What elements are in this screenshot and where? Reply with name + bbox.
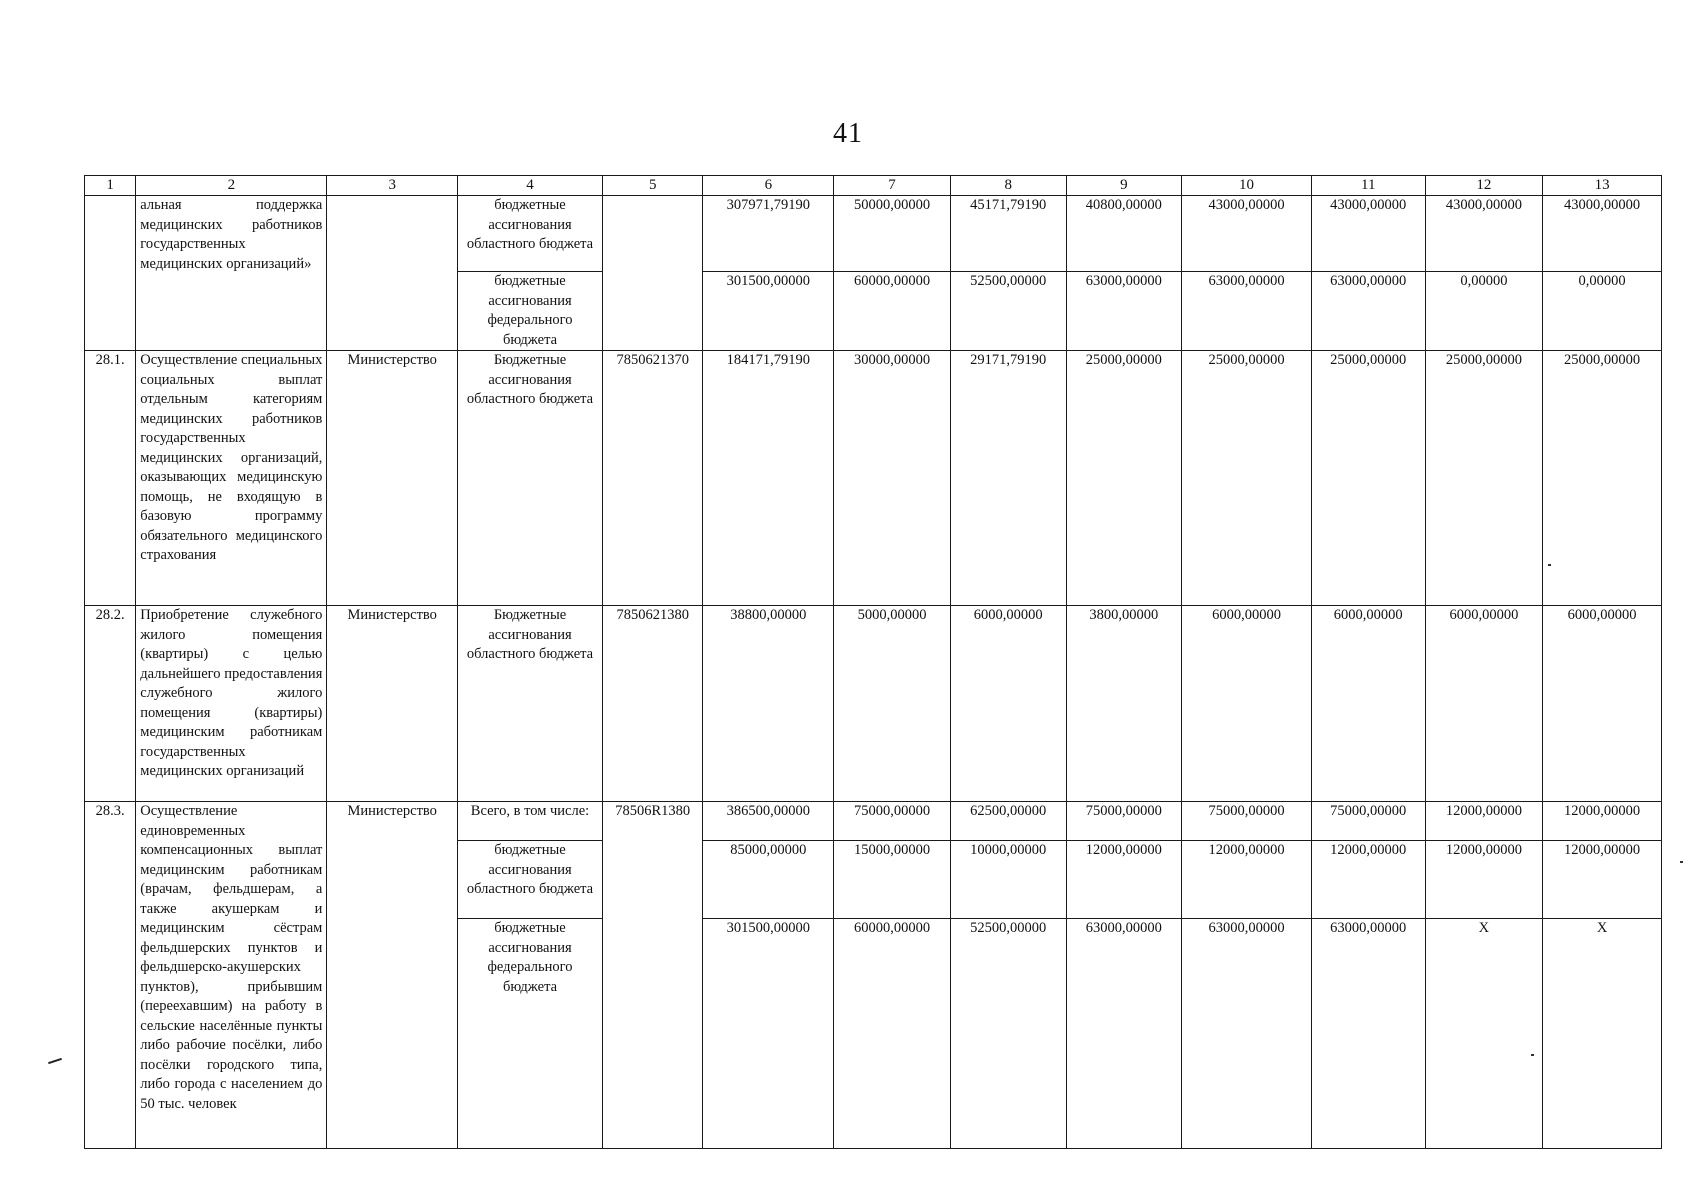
col-number: 5 <box>602 176 703 196</box>
value-cell: 75000,00000 <box>1311 802 1425 841</box>
funding-source: бюджетные ассигнования областного бюджета <box>458 196 603 272</box>
value-cell: 25000,00000 <box>1066 351 1182 606</box>
value-cell: 12000,00000 <box>1182 841 1312 919</box>
value-cell: 12000,00000 <box>1425 802 1543 841</box>
col-number: 10 <box>1182 176 1312 196</box>
value-cell: Х <box>1425 919 1543 1149</box>
col-number: 1 <box>85 176 136 196</box>
value-cell: 12000,00000 <box>1066 841 1182 919</box>
value-cell: 6000,00000 <box>1425 606 1543 802</box>
executor: Министерство <box>327 351 458 606</box>
value-cell: 63000,00000 <box>1182 919 1312 1149</box>
budget-table <box>84 175 1662 1149</box>
value-cell: 0,00000 <box>1543 272 1662 351</box>
budget-code-empty <box>602 196 703 351</box>
measure-name: Приобретение служебного жилого помещения (квартиры) с целью дальнейшего предоставления служебного жилого помещения (квартиры) медицинским работникам государственных медицинских организаций <box>136 606 327 802</box>
value-cell: 75000,00000 <box>834 802 951 841</box>
value-cell: 30000,00000 <box>834 351 951 606</box>
value-cell: 75000,00000 <box>1182 802 1312 841</box>
col-number: 13 <box>1543 176 1662 196</box>
value-cell: 62500,00000 <box>950 802 1066 841</box>
value-cell: 10000,00000 <box>950 841 1066 919</box>
value-cell: 6000,00000 <box>1543 606 1662 802</box>
row-index: 28.1. <box>85 351 136 606</box>
value-cell: 75000,00000 <box>1066 802 1182 841</box>
value-cell: 12000,00000 <box>1543 841 1662 919</box>
table-row-28-3 <box>85 802 1662 841</box>
value-cell: 184171,79190 <box>703 351 834 606</box>
col-number: 7 <box>834 176 951 196</box>
value-cell: 52500,00000 <box>950 919 1066 1149</box>
budget-code: 7850621380 <box>602 606 703 802</box>
value-cell: 63000,00000 <box>1182 272 1312 351</box>
value-cell: 40800,00000 <box>1066 196 1182 272</box>
value-cell: 43000,00000 <box>1425 196 1543 272</box>
value-cell: 52500,00000 <box>950 272 1066 351</box>
scan-artifact-dot <box>1531 1054 1534 1056</box>
value-cell: 25000,00000 <box>1543 351 1662 606</box>
value-cell: 60000,00000 <box>834 272 951 351</box>
row-index: 28.2. <box>85 606 136 802</box>
funding-source: Всего, в том числе: <box>458 802 603 841</box>
value-cell: 301500,00000 <box>703 919 834 1149</box>
value-cell: 307971,79190 <box>703 196 834 272</box>
scan-artifact-mark <box>48 1058 62 1064</box>
value-cell: 43000,00000 <box>1543 196 1662 272</box>
value-cell: 85000,00000 <box>703 841 834 919</box>
value-cell: 29171,79190 <box>950 351 1066 606</box>
value-cell: 63000,00000 <box>1311 919 1425 1149</box>
value-cell: Х <box>1543 919 1662 1149</box>
funding-source: бюджетные ассигнования федерального бюджета <box>458 919 603 1149</box>
row-index-empty <box>85 196 136 351</box>
value-cell: 386500,00000 <box>703 802 834 841</box>
value-cell: 38800,00000 <box>703 606 834 802</box>
executor-empty <box>327 196 458 351</box>
col-number: 11 <box>1311 176 1425 196</box>
value-cell: 25000,00000 <box>1182 351 1312 606</box>
value-cell: 5000,00000 <box>834 606 951 802</box>
value-cell: 15000,00000 <box>834 841 951 919</box>
value-cell: 6000,00000 <box>1311 606 1425 802</box>
value-cell: 50000,00000 <box>834 196 951 272</box>
value-cell: 25000,00000 <box>1425 351 1543 606</box>
col-number: 8 <box>950 176 1066 196</box>
value-cell: 12000,00000 <box>1425 841 1543 919</box>
scan-artifact-dot <box>1680 861 1683 863</box>
col-number: 12 <box>1425 176 1543 196</box>
col-number: 3 <box>327 176 458 196</box>
funding-source: Бюджетные ассигнования областного бюджета <box>458 606 603 802</box>
value-cell: 0,00000 <box>1425 272 1543 351</box>
measure-name: альная поддержка медицинских работников государственных медицинских организаций» <box>136 196 327 351</box>
executor: Министерство <box>327 606 458 802</box>
col-number: 2 <box>136 176 327 196</box>
funding-source: бюджетные ассигнования федерального бюджета <box>458 272 603 351</box>
value-cell: 301500,00000 <box>703 272 834 351</box>
value-cell: 63000,00000 <box>1311 272 1425 351</box>
row-index: 28.3. <box>85 802 136 1149</box>
value-cell: 43000,00000 <box>1311 196 1425 272</box>
funding-source: Бюджетные ассигнования областного бюджета <box>458 351 603 606</box>
budget-code: 78506R1380 <box>602 802 703 1149</box>
funding-source: бюджетные ассигнования областного бюджета <box>458 841 603 919</box>
measure-name: Осуществление единовременных компенсационных выплат медицинским работникам (врачам, фельдшерам, а также акушеркам и медицинским сёстрам фельдшерских пунктов и фельдшерско-акушерских пунктов), прибывшим (переехавшим) на работу в сельские населённые пункты либо рабочие посёлки, либо посёлки городского типа, либо города с населением до 50 тыс. человек <box>136 802 327 1149</box>
value-cell: 6000,00000 <box>950 606 1066 802</box>
col-number: 9 <box>1066 176 1182 196</box>
value-cell: 6000,00000 <box>1182 606 1312 802</box>
page-number: 41 <box>833 118 863 149</box>
column-number-row <box>85 176 1662 196</box>
value-cell: 60000,00000 <box>834 919 951 1149</box>
table-row-28-2 <box>85 606 1662 802</box>
value-cell: 63000,00000 <box>1066 919 1182 1149</box>
col-number: 6 <box>703 176 834 196</box>
budget-code: 7850621370 <box>602 351 703 606</box>
executor: Министерство <box>327 802 458 1149</box>
value-cell: 25000,00000 <box>1311 351 1425 606</box>
value-cell: 12000,00000 <box>1311 841 1425 919</box>
value-cell: 45171,79190 <box>950 196 1066 272</box>
value-cell: 43000,00000 <box>1182 196 1312 272</box>
value-cell: 3800,00000 <box>1066 606 1182 802</box>
measure-name: Осуществление специальных социальных выплат отдельным категориям медицинских работников государственных медицинских организаций, оказывающих медицинскую помощь, не входящую в базовую программу обязательного медицинского страхования <box>136 351 327 606</box>
scan-artifact-dot <box>1548 564 1551 566</box>
col-number: 4 <box>458 176 603 196</box>
table-row-continuation <box>85 196 1662 272</box>
value-cell: 12000,00000 <box>1543 802 1662 841</box>
value-cell: 63000,00000 <box>1066 272 1182 351</box>
table-row-28-1 <box>85 351 1662 606</box>
